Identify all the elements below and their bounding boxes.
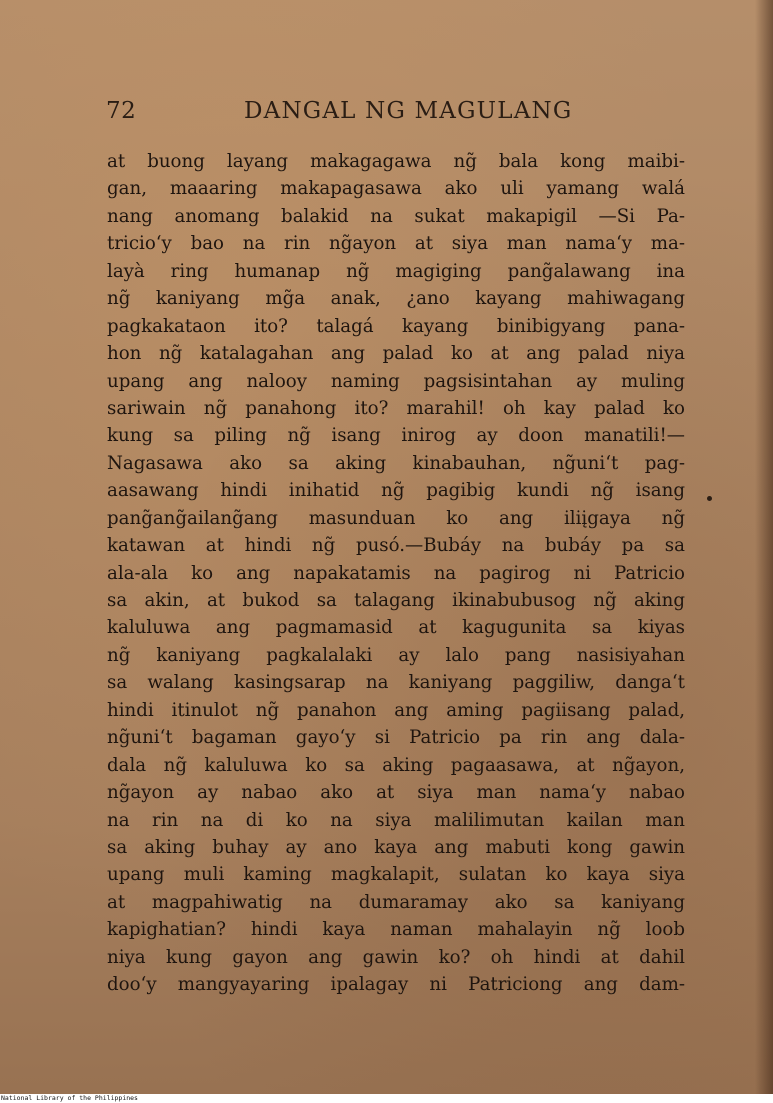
text-line: pagkakataon ito? talagá kayang binibigyang pana- (107, 315, 685, 337)
text-line: sa aking buhay ay ano kaya ang mabuti kong gawin (107, 836, 685, 858)
text-line: Nagasawa ako sa aking kinabauhan, ng̃uni‘t pag- (107, 452, 685, 474)
text-line: sariwain ng̃ panahong ito? marahil! oh kay palad ko (107, 397, 685, 419)
text-line: doo‘y mangyayaring ipalagay ni Patriciong ang dam- (107, 974, 685, 996)
page-header (106, 96, 686, 132)
running-title: DANGAL NG MAGULANG (244, 98, 573, 124)
text-line: ng̃ kaniyang mg̃a anak, ¿ano kayang mahiwagang (107, 288, 685, 310)
text-line: ng̃uni‘t bagaman gayo‘y si Patricio pa rin ang dala- (107, 727, 685, 749)
text-line: niya kung gayon ang gawin ko? oh hindi at dahil (107, 946, 685, 968)
text-line: ala-ala ko ang napakatamis na pagirog ni Patricio (107, 562, 685, 584)
ink-speck (707, 496, 712, 501)
text-line: katawan at hindi ng̃ pusó.—Bubáy na bubáy pa sa (107, 535, 685, 557)
text-line: nang anomang balakid na sukat makapigil —Si Pa- (107, 205, 685, 227)
text-line: kaluluwa ang pagmamasid at kagugunita sa kiyas (107, 617, 685, 639)
text-line: sa walang kasingsarap na kaniyang paggiliw, danga‘t (107, 672, 685, 694)
text-line: hindi itinulot ng̃ panahon ang aming pagiisang palad, (107, 699, 685, 721)
text-line: tricio‘y bao na rin ng̃ayon at siya man nama‘y ma- (107, 233, 685, 255)
body-text (107, 148, 685, 999)
text-line: at magpahiwatig na dumaramay ako sa kaniyang (107, 891, 685, 913)
text-line: layà ring humanap ng̃ magiging pang̃alawang ina (107, 260, 685, 282)
text-line: ng̃ kaniyang pagkalalaki ay lalo pang nasisiyahan (107, 644, 685, 666)
text-line: hon ng̃ katalagahan ang palad ko at ang palad niya (107, 343, 685, 365)
text-line: ng̃ayon ay nabao ako at siya man nama‘y nabao (107, 782, 685, 804)
text-line: at buong layang makagagawa ng̃ bala kong maibi- (107, 151, 685, 172)
text-line: dala ng̃ kaluluwa ko sa aking pagaasawa, at ng̃ayon, (107, 754, 685, 776)
footer-strip (0, 1094, 773, 1103)
text-line: upang ang nalooy naming pagsisintahan ay muling (107, 370, 685, 392)
text-line: gan, maaaring makapagasawa ako uli yamang walá (107, 178, 685, 200)
text-line: kung sa piling ng̃ isang inirog ay doon manatili!— (107, 425, 685, 447)
library-credit: National Library of the Philippines (1, 1094, 138, 1102)
text-line: kapighatian? hindi kaya naman mahalayin ng̃ loob (107, 919, 685, 941)
text-line: upang muli kaming magkalapit, sulatan ko kaya siya (107, 864, 685, 886)
page-edge-shadow (755, 0, 773, 1094)
text-line: na rin na di ko na siya malilimutan kailan man (107, 809, 685, 831)
text-line: pang̃ang̃ailang̃ang masunduan ko ang iliįgaya ng̃ (107, 507, 685, 529)
text-line: aasawang hindi inihatid ng̃ pagibig kundi ng̃ isang (107, 480, 685, 502)
page-number: 72 (106, 98, 137, 124)
text-line: sa akin, at bukod sa talagang ikinabubusog ng̃ aking (107, 590, 685, 611)
